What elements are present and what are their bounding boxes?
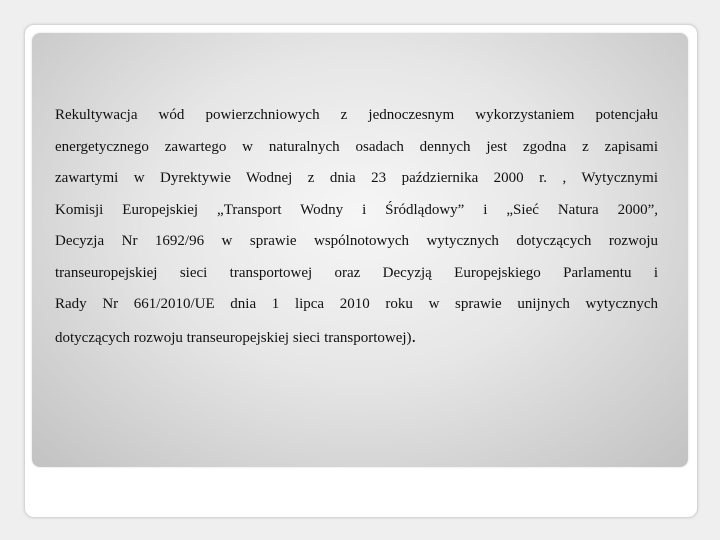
text-line: Rekultywacja wód powierzchniowych z jednoczesnym wykorzystaniem potencjału [55,107,658,123]
final-period: . [411,325,417,346]
text-line: transeuropejskiej sieci transportowej oraz Decyzją Europejskiego Parlamentu i [55,264,658,281]
text-line: Komisji Europejskiej „Transport Wodny i Śródlądowy” i „Sieć Natura 2000”, [55,201,658,218]
text-line-last-content: dotyczących rozwoju transeuropejskiej sieci transportowej) [55,329,412,346]
slide-body-text [55,100,658,354]
text-line: Decyzja Nr 1692/96 w sprawie wspólnotowych wytycznych dotyczących rozwoju [55,233,658,249]
text-line: Rady Nr 661/2010/UE dnia 1 lipca 2010 roku w sprawie unijnych wytycznych [55,296,658,312]
text-line-last [55,321,658,355]
text-line: energetycznego zawartego w naturalnych osadach dennych jest zgodna z zapisami [55,138,658,155]
text-line: zawartymi w Dyrektywie Wodnej z dnia 23 października 2000 r. , Wytycznymi [55,170,658,186]
